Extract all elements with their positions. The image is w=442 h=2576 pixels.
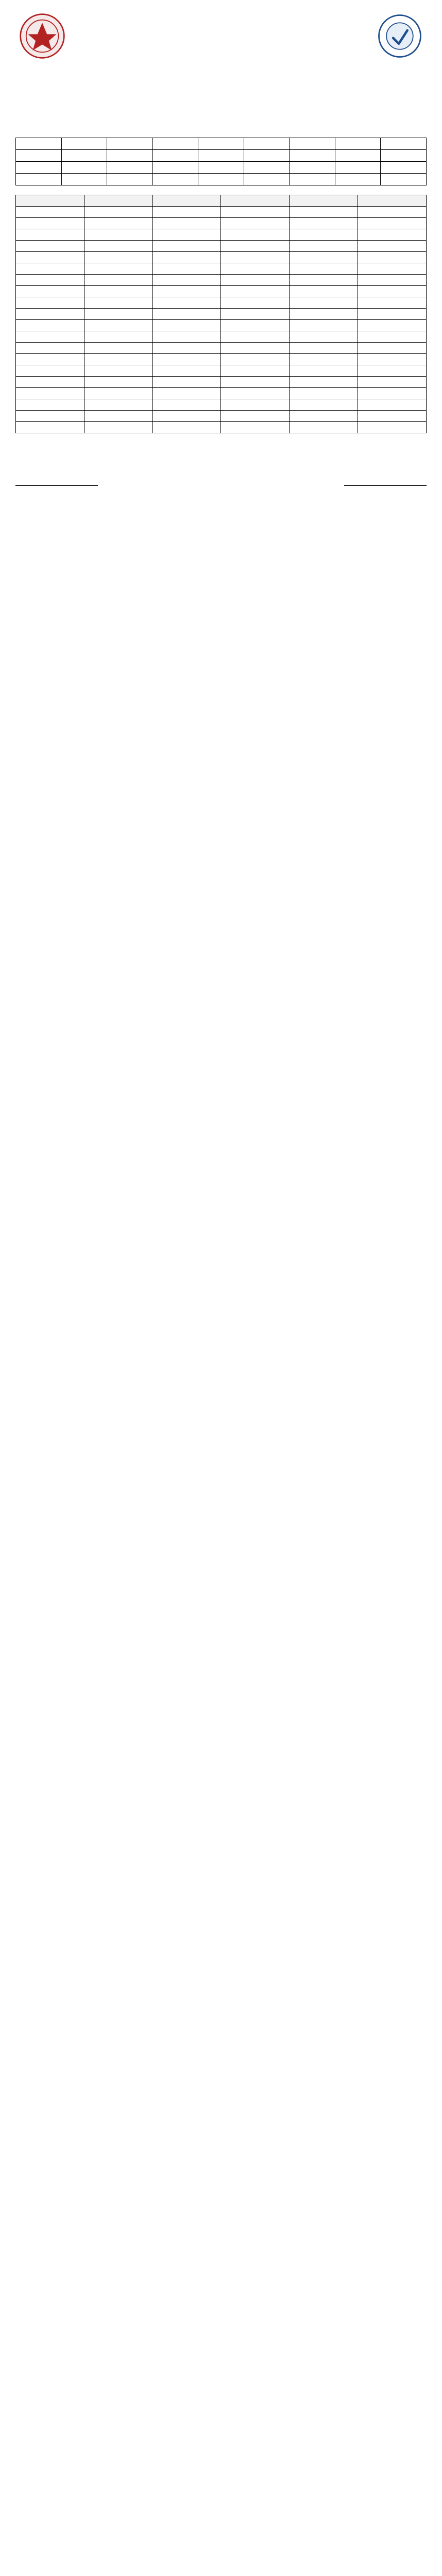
candidate-cell: [221, 229, 290, 241]
candidate-cell: [16, 263, 84, 275]
summary-cell: [244, 150, 290, 162]
summary-cell: [107, 162, 153, 174]
candidate-cell: [16, 297, 84, 309]
candidate-cell: [221, 377, 290, 388]
candidate-cell: [358, 354, 427, 365]
candidate-cell: [221, 365, 290, 377]
footer-note: [15, 465, 427, 473]
candidate-cell: [152, 263, 221, 275]
summary-table: [15, 138, 427, 185]
candidate-cell: [221, 399, 290, 411]
candidate-cell: [16, 422, 84, 433]
candidate-row: [16, 263, 427, 275]
candidate-cell: [290, 309, 358, 320]
candidate-cell: [358, 320, 427, 331]
summary-header-cell: [107, 138, 153, 150]
candidate-cell: [221, 388, 290, 399]
candidate-cell: [221, 331, 290, 343]
candidate-cell: [16, 365, 84, 377]
candidate-cell: [84, 354, 152, 365]
candidate-cell: [358, 229, 427, 241]
candidate-cell: [358, 399, 427, 411]
candidate-row: [16, 320, 427, 331]
candidate-cell: [358, 331, 427, 343]
candidate-cell: [221, 411, 290, 422]
candidate-cell: [16, 331, 84, 343]
candidate-cell: [290, 252, 358, 263]
nepal-emblem-icon: [19, 12, 66, 60]
candidate-cell: [221, 422, 290, 433]
candidate-cell: [290, 218, 358, 229]
notice-title: [15, 76, 427, 86]
candidate-cell: [358, 343, 427, 354]
candidate-header-cell: [358, 195, 427, 207]
candidate-row: [16, 252, 427, 263]
candidate-header-row: [16, 195, 427, 207]
candidate-row: [16, 377, 427, 388]
candidate-cell: [152, 399, 221, 411]
candidate-cell: [152, 218, 221, 229]
candidate-row: [16, 229, 427, 241]
candidate-cell: [84, 331, 152, 343]
candidate-row: [16, 309, 427, 320]
candidate-cell: [16, 377, 84, 388]
candidate-cell: [290, 399, 358, 411]
candidate-cell: [152, 377, 221, 388]
candidate-cell: [152, 275, 221, 286]
summary-header-cell: [244, 138, 290, 150]
candidate-cell: [16, 399, 84, 411]
summary-cell: [335, 162, 381, 174]
summary-cell: [335, 150, 381, 162]
candidate-cell: [358, 207, 427, 218]
signature-line: [344, 485, 427, 486]
summary-header-cell: [381, 138, 427, 150]
summary-row: [16, 162, 427, 174]
candidate-header-cell: [290, 195, 358, 207]
candidate-cell: [84, 263, 152, 275]
candidate-cell: [290, 297, 358, 309]
signature-area: [15, 485, 427, 495]
candidate-cell: [84, 365, 152, 377]
summary-cell: [381, 150, 427, 162]
candidate-cell: [84, 218, 152, 229]
summary-cell: [152, 174, 198, 185]
candidate-row: [16, 411, 427, 422]
candidate-row: [16, 365, 427, 377]
summary-header-cell: [290, 138, 335, 150]
candidate-cell: [152, 252, 221, 263]
candidate-row: [16, 422, 427, 433]
summary-cell: [198, 174, 244, 185]
candidate-cell: [16, 252, 84, 263]
candidate-cell: [358, 241, 427, 252]
candidate-cell: [290, 388, 358, 399]
summary-cell: [290, 162, 335, 174]
candidate-cell: [221, 354, 290, 365]
candidate-row: [16, 241, 427, 252]
summary-header-row: [16, 138, 427, 150]
notice-footer: [15, 446, 427, 495]
candidate-cell: [16, 241, 84, 252]
candidate-cell: [84, 207, 152, 218]
candidate-cell: [152, 343, 221, 354]
candidate-cell: [16, 411, 84, 422]
candidate-cell: [16, 275, 84, 286]
candidate-cell: [152, 309, 221, 320]
organization-name: [93, 12, 349, 22]
candidate-cell: [84, 343, 152, 354]
candidate-cell: [290, 320, 358, 331]
signature-line: [15, 485, 98, 486]
candidate-cell: [84, 309, 152, 320]
candidate-cell: [358, 286, 427, 297]
candidate-cell: [84, 229, 152, 241]
summary-cell: [381, 174, 427, 185]
candidate-cell: [221, 241, 290, 252]
candidate-cell: [152, 241, 221, 252]
candidate-row: [16, 275, 427, 286]
candidate-row: [16, 343, 427, 354]
candidate-cell: [221, 343, 290, 354]
candidate-cell: [290, 275, 358, 286]
summary-cell: [244, 174, 290, 185]
candidate-table: [15, 195, 427, 433]
candidate-cell: [290, 422, 358, 433]
candidate-cell: [290, 343, 358, 354]
notice-intro-paragraph: [15, 99, 427, 130]
candidate-cell: [358, 411, 427, 422]
candidate-cell: [152, 320, 221, 331]
candidate-cell: [358, 218, 427, 229]
candidate-row: [16, 207, 427, 218]
signature-block-left: [15, 485, 98, 495]
candidate-row: [16, 297, 427, 309]
candidate-cell: [221, 309, 290, 320]
candidate-cell: [16, 229, 84, 241]
candidate-cell: [152, 286, 221, 297]
summary-row: [16, 174, 427, 185]
candidate-cell: [152, 365, 221, 377]
candidate-cell: [221, 263, 290, 275]
signature-block-right: [344, 485, 427, 495]
candidate-cell: [84, 388, 152, 399]
summary-header-cell: [198, 138, 244, 150]
candidate-cell: [221, 286, 290, 297]
summary-cell: [107, 150, 153, 162]
candidate-cell: [16, 388, 84, 399]
summary-row-label: [16, 162, 62, 174]
candidate-cell: [152, 229, 221, 241]
summary-cell: [381, 162, 427, 174]
summary-cell: [152, 162, 198, 174]
summary-cell: [198, 162, 244, 174]
summary-cell: [244, 162, 290, 174]
candidate-cell: [84, 320, 152, 331]
candidate-header-cell: [16, 195, 84, 207]
candidate-cell: [290, 207, 358, 218]
candidate-cell: [152, 207, 221, 218]
summary-header-cell: [335, 138, 381, 150]
candidate-cell: [290, 263, 358, 275]
summary-cell: [152, 150, 198, 162]
summary-cell: [335, 174, 381, 185]
signature-label: [344, 487, 427, 495]
candidate-cell: [16, 218, 84, 229]
footer-note: [15, 455, 427, 463]
candidate-row: [16, 286, 427, 297]
candidate-cell: [84, 377, 152, 388]
summary-row-label: [16, 150, 62, 162]
candidate-cell: [221, 320, 290, 331]
notice-meta: [15, 87, 427, 94]
candidate-cell: [84, 275, 152, 286]
candidate-header-cell: [221, 195, 290, 207]
candidate-cell: [358, 263, 427, 275]
summary-row: [16, 150, 427, 162]
candidate-cell: [290, 377, 358, 388]
candidate-cell: [16, 286, 84, 297]
summary-cell: [61, 174, 107, 185]
summary-header-cell: [61, 138, 107, 150]
candidate-header-cell: [152, 195, 221, 207]
summary-cell: [290, 150, 335, 162]
summary-cell: [198, 150, 244, 162]
office-name: [93, 23, 349, 39]
candidate-cell: [152, 411, 221, 422]
candidate-cell: [221, 207, 290, 218]
candidate-cell: [290, 286, 358, 297]
summary-header-cell: [152, 138, 198, 150]
candidate-row: [16, 399, 427, 411]
candidate-cell: [290, 354, 358, 365]
candidate-cell: [290, 331, 358, 343]
candidate-cell: [84, 422, 152, 433]
candidate-row: [16, 218, 427, 229]
candidate-cell: [152, 331, 221, 343]
candidate-cell: [152, 388, 221, 399]
candidate-cell: [16, 320, 84, 331]
summary-cell: [290, 174, 335, 185]
candidate-row: [16, 331, 427, 343]
summary-cell: [61, 150, 107, 162]
summary-cell: [61, 162, 107, 174]
candidate-cell: [221, 275, 290, 286]
candidate-cell: [358, 388, 427, 399]
candidate-row: [16, 354, 427, 365]
candidate-cell: [16, 343, 84, 354]
candidate-cell: [358, 309, 427, 320]
header-titles: [93, 12, 349, 49]
candidate-cell: [358, 377, 427, 388]
candidate-cell: [358, 297, 427, 309]
candidate-row: [16, 388, 427, 399]
signature-label: [15, 487, 98, 495]
section-name: [93, 40, 349, 49]
candidate-cell: [290, 241, 358, 252]
commission-seal-icon: [376, 12, 423, 60]
summary-header-cell: [16, 138, 62, 150]
candidate-cell: [84, 252, 152, 263]
candidate-cell: [84, 241, 152, 252]
candidate-cell: [358, 275, 427, 286]
candidate-cell: [358, 422, 427, 433]
summary-cell: [107, 174, 153, 185]
candidate-cell: [221, 297, 290, 309]
footer-note: [15, 446, 427, 453]
candidate-cell: [84, 411, 152, 422]
candidate-cell: [290, 411, 358, 422]
summary-row-label: [16, 174, 62, 185]
candidate-cell: [221, 218, 290, 229]
candidate-cell: [358, 252, 427, 263]
candidate-cell: [16, 354, 84, 365]
candidate-cell: [290, 365, 358, 377]
candidate-cell: [84, 297, 152, 309]
notice-header: [15, 9, 427, 71]
candidate-cell: [152, 422, 221, 433]
candidate-cell: [16, 309, 84, 320]
candidate-cell: [16, 207, 84, 218]
candidate-cell: [221, 252, 290, 263]
candidate-cell: [84, 286, 152, 297]
candidate-cell: [358, 365, 427, 377]
candidate-cell: [152, 297, 221, 309]
candidate-cell: [84, 399, 152, 411]
candidate-cell: [290, 229, 358, 241]
candidate-cell: [152, 354, 221, 365]
candidate-header-cell: [84, 195, 152, 207]
